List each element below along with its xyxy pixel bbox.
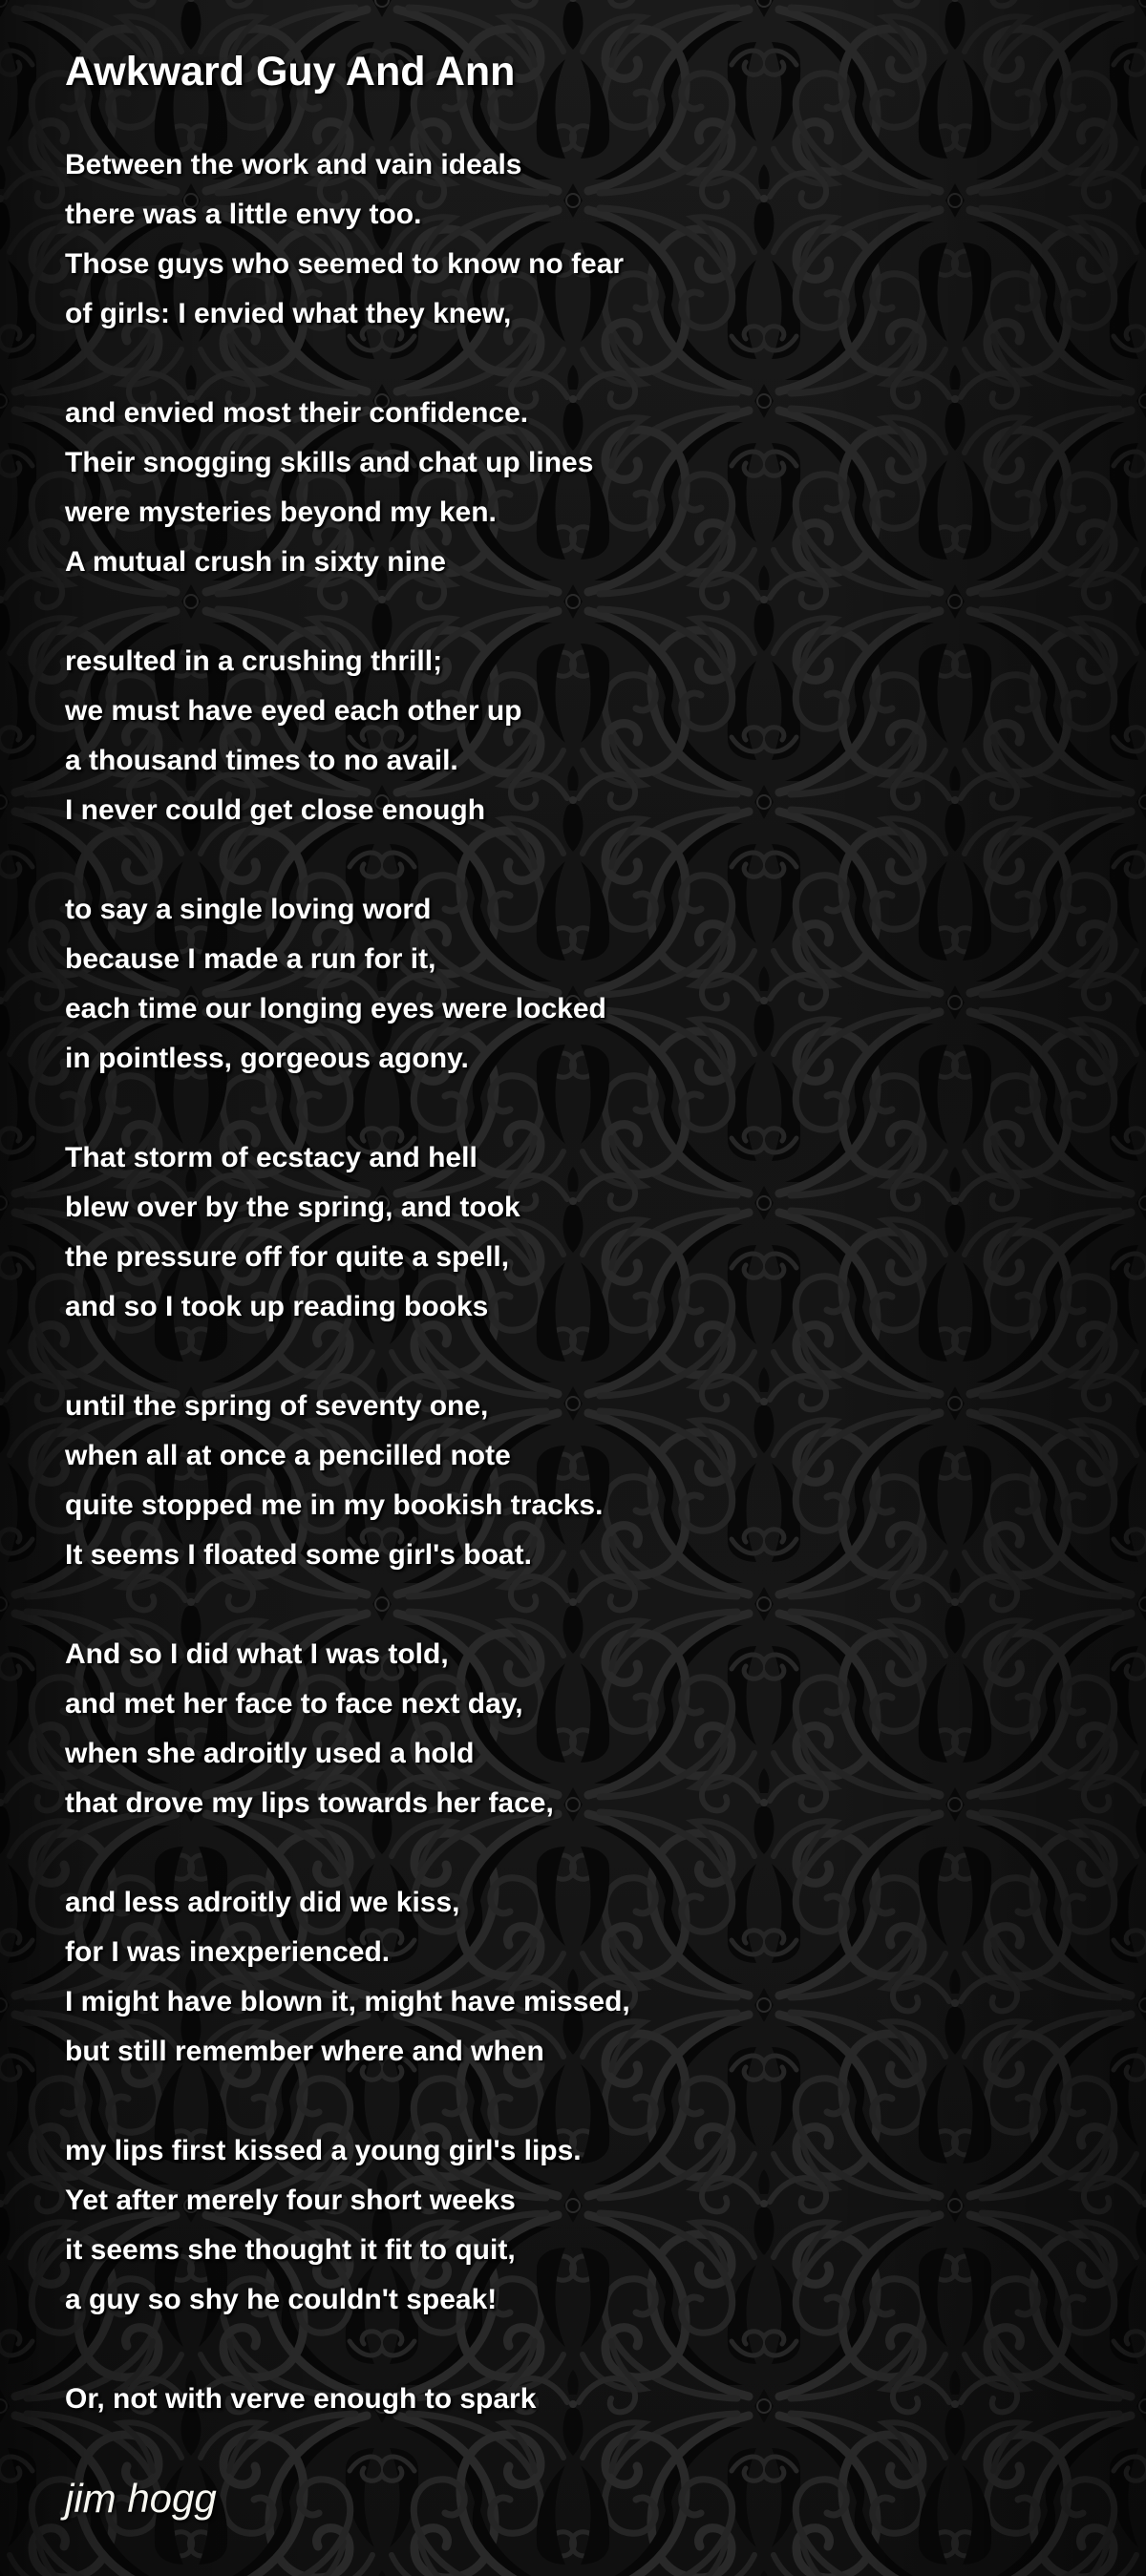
- poem-line: when she adroitly used a hold: [65, 1738, 475, 1769]
- stanza-9: [65, 2126, 1117, 2325]
- poem-line: Between the work and vain ideals: [65, 149, 522, 180]
- poem-line: I never could get close enough: [65, 794, 486, 826]
- poem-line: there was a little envy too.: [65, 199, 422, 230]
- poem-line: in pointless, gorgeous agony.: [65, 1043, 469, 1074]
- stanza-8: [65, 1878, 1117, 2077]
- stanza-6: [65, 1382, 1117, 1580]
- stanza-5: [65, 1133, 1117, 1332]
- poem-line: and met her face to face next day,: [65, 1688, 523, 1720]
- poem-line: and less adroitly did we kiss,: [65, 1887, 460, 1918]
- poem-line: and so I took up reading books: [65, 1291, 489, 1322]
- poem-title: Awkward Guy And Ann: [65, 49, 516, 95]
- poem-line: we must have eyed each other up: [65, 695, 522, 727]
- stanza-1: [65, 140, 1117, 339]
- poem-line: when all at once a pencilled note: [65, 1440, 511, 1471]
- stanza-2: [65, 389, 1117, 587]
- poem-line: That storm of ecstacy and hell: [65, 1142, 478, 1173]
- poem-line: were mysteries beyond my ken.: [65, 496, 497, 528]
- author-signature: jim hogg: [65, 2476, 217, 2521]
- poem-line: a guy so shy he couldn't speak!: [65, 2284, 498, 2315]
- stanza-4: [65, 885, 1117, 1084]
- stanza-7: [65, 1630, 1117, 1828]
- poem-line: to say a single loving word: [65, 894, 432, 925]
- poem-line: until the spring of seventy one,: [65, 1390, 489, 1422]
- poem-closing-line: Or, not with verve enough to spark: [65, 2383, 537, 2415]
- poem-line: A mutual crush in sixty nine: [65, 546, 446, 578]
- poem-line: and envied most their confidence.: [65, 397, 529, 429]
- poem-line: it seems she thought it fit to quit,: [65, 2234, 516, 2266]
- poem-line: each time our longing eyes were locked: [65, 993, 606, 1024]
- poem-line: Those guys who seemed to know no fear: [65, 248, 625, 280]
- stanza-10: [65, 2375, 1117, 2424]
- stanza-3: [65, 637, 1117, 835]
- poem-line: because I made a run for it,: [65, 943, 436, 975]
- poem-line: a thousand times to no avail.: [65, 745, 458, 776]
- poem-line: I might have blown it, might have missed,: [65, 1986, 630, 2017]
- poem-line: resulted in a crushing thrill;: [65, 645, 443, 677]
- poem-line: And so I did what I was told,: [65, 1638, 449, 1670]
- poem-line: quite stopped me in my bookish tracks.: [65, 1489, 604, 1521]
- poem-line: for I was inexperienced.: [65, 1936, 391, 1968]
- poem-line: the pressure off for quite a spell,: [65, 1241, 510, 1273]
- poem-line: but still remember where and when: [65, 2036, 544, 2067]
- poem-line: Yet after merely four short weeks: [65, 2185, 516, 2216]
- poem-line: Their snogging skills and chat up lines: [65, 447, 594, 478]
- poem-line: blew over by the spring, and took: [65, 1192, 520, 1223]
- poem-line: of girls: I envied what they knew,: [65, 298, 512, 329]
- poem-line: It seems I floated some girl's boat.: [65, 1539, 532, 1571]
- poem-line: that drove my lips towards her face,: [65, 1787, 554, 1819]
- poem-line: my lips first kissed a young girl's lips.: [65, 2135, 582, 2166]
